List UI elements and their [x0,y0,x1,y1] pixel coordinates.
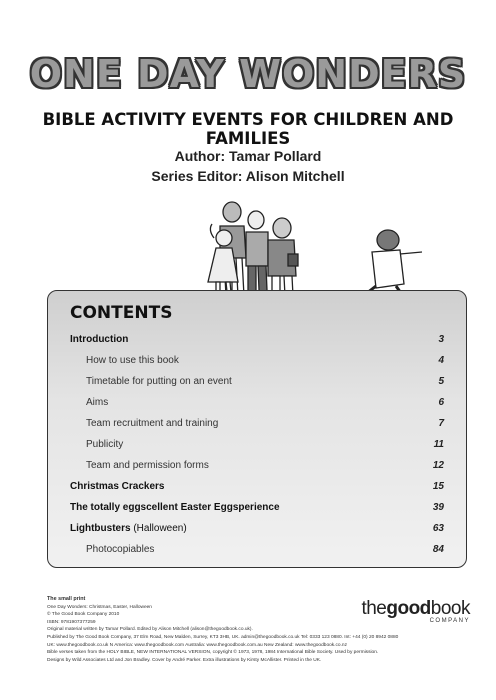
toc-entry-label: Team recruitment and training [86,418,219,429]
logo-prefix: the [361,598,387,619]
toc-entry [70,518,444,539]
contents-panel [47,290,467,568]
small-print-heading: The small print [47,596,86,602]
toc-entry-label: Publicity [86,439,124,450]
toc-entry-page: 11 [433,439,444,450]
toc-entry-label: The totally eggscellent Easter Eggsperience [70,502,280,513]
small-print-line: © The Good Book Company 2010 [47,612,120,618]
toc-entry-label: How to use this book [86,355,179,366]
publisher-logo [358,598,470,624]
logo-strong: good [386,598,431,619]
logo-company: COMPANY [429,618,470,624]
toc-entry-page: 4 [438,355,444,366]
small-print-line: Published by The Good Book Company, 37 Elm Road, New Malden, Surrey, KT3 3HB, UK. admin@thegoodbook.co.uk Tel: 0333 123 0880. Int: +44 (0) 20 8942 0880 [47,634,399,640]
toc-entry [70,371,444,392]
toc-entry-page: 39 [432,502,444,513]
toc-entry [70,434,444,455]
toc-entry-page: 3 [438,334,444,345]
small-print-line: UK: www.thegoodbook.co.uk N America: www.thegoodbook.com Australia: www.thegoodbook.com.au New Zealand: www.thegoodbook.co.nz [47,642,347,648]
toc-entry-page: 7 [438,418,444,429]
toc-entry [70,497,444,518]
toc-entry [70,350,444,371]
toc-entry-label: Timetable for putting on an event [86,376,232,387]
table-of-contents [70,329,444,560]
toc-entry [70,413,444,434]
toc-entry-label: Photocopiables [86,544,155,555]
book-subtitle: BIBLE ACTIVITY EVENTS FOR CHILDREN AND FAMILIES [42,110,454,148]
toc-entry-label: Team and permission forms [86,460,209,471]
toc-entry-label: Lightbusters [70,523,131,534]
toc-entry-page: 5 [438,376,444,387]
toc-entry-page: 6 [438,397,444,408]
toc-entry [70,539,444,560]
small-print-line: ISBN: 9781907377259 [47,619,96,625]
toc-entry [70,392,444,413]
book-title: ONE DAY WONDERS [29,52,467,96]
toc-entry [70,329,444,350]
toc-entry [70,455,444,476]
toc-entry [70,476,444,497]
small-print-line: One Day Wonders: Christmas, Easter, Halloween [47,604,152,610]
toc-entry-page: 63 [432,523,444,534]
logo-wordmark [358,598,470,620]
toc-entry-note: (Halloween) [133,523,187,534]
small-print-line: Original material written by Tamar Pollard. Edited by Alison Mitchell (alison@thegoodbook.co.uk). [47,627,253,633]
small-print-line: Bible verses taken from the HOLY BIBLE, NEW INTERNATIONAL VERSION, copyright © 1973, 1978, 1984 International Bible Society. Used by permission. [47,650,379,656]
toc-entry-page: 15 [432,481,444,492]
toc-entry-page: 84 [432,544,444,555]
toc-entry-label-group [70,523,424,534]
logo-suffix: book [430,598,470,619]
author-line: Author: Tamar Pollard [174,148,322,164]
toc-entry-page: 12 [432,460,444,471]
contents-heading: CONTENTS [70,303,173,323]
toc-entry-label: Aims [86,397,109,408]
toc-entry-label: Introduction [70,334,129,345]
series-editor-line: Series Editor: Alison Mitchell [151,168,345,184]
small-print-line: Designs by Wild Associates Ltd and Jon Bradley. Cover by André Parker. Extra illustrations by Kirsty McAllister. Printed in the UK. [47,657,322,663]
toc-entry-label: Christmas Crackers [70,481,165,492]
